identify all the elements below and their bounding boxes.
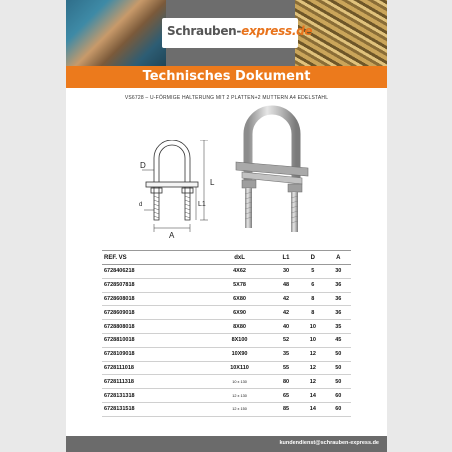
cell-l1: 42 xyxy=(272,292,300,306)
technical-drawing xyxy=(136,140,226,240)
cell-d: 12 xyxy=(300,347,325,361)
cell-a: 60 xyxy=(326,389,351,403)
col-header-d: D xyxy=(300,251,325,265)
cell-d: 5 xyxy=(300,265,325,279)
cell-ref: 6728507818 xyxy=(102,278,207,292)
table-row xyxy=(102,375,351,389)
cell-a: 60 xyxy=(326,402,351,416)
label-a: A xyxy=(169,231,175,240)
label-d-upper: D xyxy=(140,161,146,170)
col-header-ref: REF. VS xyxy=(102,251,207,265)
table-row xyxy=(102,347,351,361)
cell-ref: 6728810018 xyxy=(102,333,207,347)
cell-d: 14 xyxy=(300,402,325,416)
specs-table xyxy=(102,250,351,417)
cell-dxl: 6X90 xyxy=(207,306,272,320)
plate-shape xyxy=(146,182,198,187)
cell-l1: 35 xyxy=(272,347,300,361)
cell-d: 12 xyxy=(300,361,325,375)
label-l1: L1 xyxy=(198,201,206,208)
cell-ref: 6728131318 xyxy=(102,389,207,403)
cell-dxl: 10X90 xyxy=(207,347,272,361)
cell-d: 8 xyxy=(300,292,325,306)
cell-ref: 6728406218 xyxy=(102,265,207,279)
cell-dxl: 10 x 130 xyxy=(207,375,272,389)
table-body xyxy=(102,265,351,417)
table-row xyxy=(102,278,351,292)
logo-text-part1: Schrauben- xyxy=(167,24,242,38)
cell-l1: 30 xyxy=(272,265,300,279)
document-page xyxy=(66,0,387,452)
product-subtitle: VS6728 – U-FÖRMIGE HALTERUNG MIT 2 PLATTEN+2 MUTTERN A4 EDELSTAHL xyxy=(124,95,329,101)
cell-l1: 85 xyxy=(272,402,300,416)
footer-email[interactable]: kundendienst@schrauben-express.de xyxy=(279,440,379,446)
table-row xyxy=(102,292,351,306)
cell-a: 36 xyxy=(326,306,351,320)
nut-right xyxy=(182,188,193,193)
table-row xyxy=(102,320,351,334)
cell-ref: 6728608018 xyxy=(102,292,207,306)
product-photo xyxy=(222,102,322,242)
table-row xyxy=(102,306,351,320)
cell-a: 45 xyxy=(326,333,351,347)
cell-a: 30 xyxy=(326,265,351,279)
cell-dxl: 6X80 xyxy=(207,292,272,306)
cell-ref: 6728808018 xyxy=(102,320,207,334)
cell-ref: 6728111318 xyxy=(102,375,207,389)
cell-d: 10 xyxy=(300,320,325,334)
cell-l1: 42 xyxy=(272,306,300,320)
title-bar xyxy=(66,66,387,88)
cell-l1: 52 xyxy=(272,333,300,347)
nut-left xyxy=(151,188,162,193)
cell-l1: 55 xyxy=(272,361,300,375)
cell-ref: 6728131518 xyxy=(102,402,207,416)
cell-ref: 6728109018 xyxy=(102,347,207,361)
logo-text-part2: express.de xyxy=(241,24,313,38)
cell-d: 8 xyxy=(300,306,325,320)
cell-dxl: 12 x 150 xyxy=(207,402,272,416)
thread-right xyxy=(185,202,190,220)
cell-ref: 6728111018 xyxy=(102,361,207,375)
col-header-l1: L1 xyxy=(272,251,300,265)
cell-dxl: 10X110 xyxy=(207,361,272,375)
cell-a: 50 xyxy=(326,375,351,389)
table-row xyxy=(102,333,351,347)
table-row xyxy=(102,389,351,403)
cell-dxl: 8X100 xyxy=(207,333,272,347)
table-row xyxy=(102,361,351,375)
thread-left xyxy=(154,202,159,220)
footer-bar xyxy=(66,436,387,452)
cell-a: 36 xyxy=(326,292,351,306)
cell-l1: 65 xyxy=(272,389,300,403)
ubolt-outline-inner xyxy=(159,145,185,202)
cell-a: 35 xyxy=(326,320,351,334)
table-row xyxy=(102,265,351,279)
brand-logo xyxy=(167,24,312,38)
cell-dxl: 5X78 xyxy=(207,278,272,292)
cell-dxl: 8X80 xyxy=(207,320,272,334)
cell-d: 6 xyxy=(300,278,325,292)
header-photo-tools xyxy=(66,0,166,68)
table-header-row xyxy=(102,251,351,265)
cell-l1: 80 xyxy=(272,375,300,389)
cell-a: 50 xyxy=(326,347,351,361)
cell-ref: 6728609018 xyxy=(102,306,207,320)
col-header-a: A xyxy=(326,251,351,265)
cell-d: 12 xyxy=(300,375,325,389)
cell-d: 14 xyxy=(300,389,325,403)
label-l: L xyxy=(210,178,215,187)
cell-l1: 48 xyxy=(272,278,300,292)
cell-d: 10 xyxy=(300,333,325,347)
col-header-dxl: dxL xyxy=(207,251,272,265)
header-banner xyxy=(66,0,387,68)
cell-a: 36 xyxy=(326,278,351,292)
table-row xyxy=(102,402,351,416)
document-title: Technisches Dokument xyxy=(142,69,311,84)
cell-dxl: 12 x 130 xyxy=(207,389,272,403)
cell-l1: 40 xyxy=(272,320,300,334)
cell-a: 50 xyxy=(326,361,351,375)
cell-dxl: 4X62 xyxy=(207,265,272,279)
label-d-lower: d xyxy=(139,202,143,208)
ubolt-photo xyxy=(236,110,308,232)
